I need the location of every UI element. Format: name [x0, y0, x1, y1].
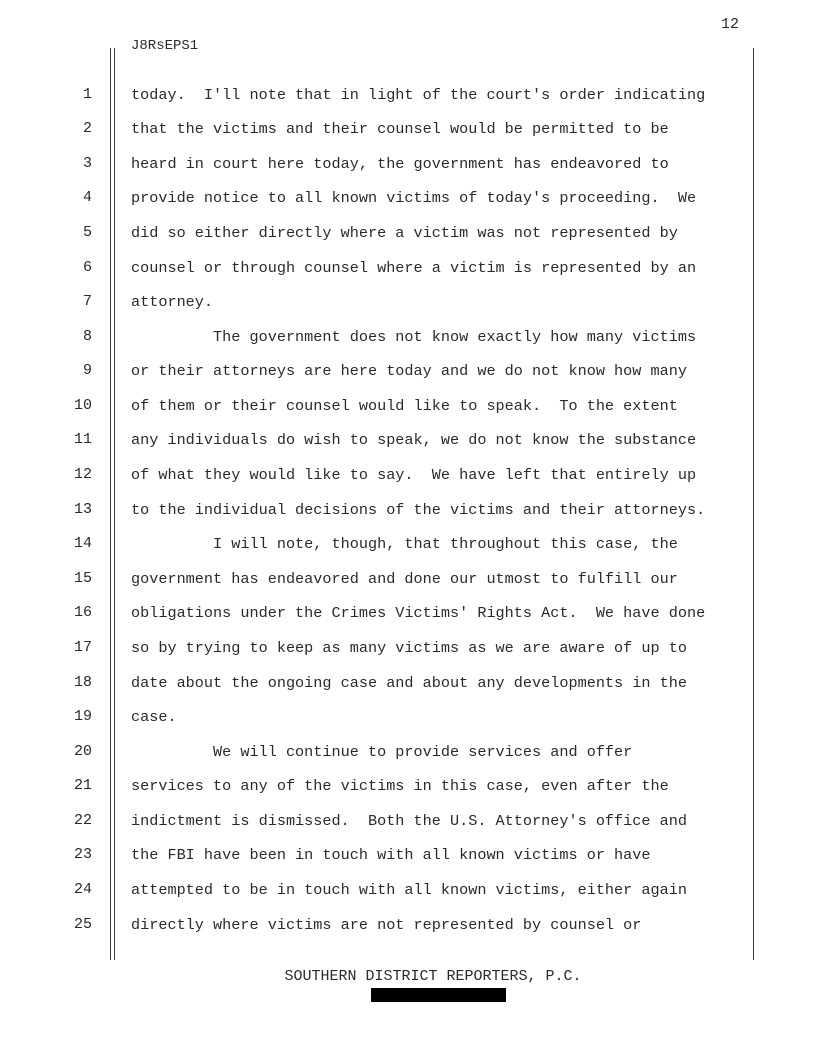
- line-number: 1: [82, 86, 92, 103]
- transcript-line: I will note, though, that throughout this case, the: [131, 535, 678, 553]
- left-margin-rule: [110, 48, 111, 960]
- transcript-line: The government does not know exactly how many victims: [131, 328, 697, 346]
- line-number: 23: [73, 846, 92, 863]
- transcript-line: We will continue to provide services and offer: [131, 743, 633, 761]
- transcript-line: or their attorneys are here today and we do not know how many: [131, 362, 687, 380]
- transcript-line: indictment is dismissed. Both the U.S. Attorney's office and: [131, 812, 687, 830]
- line-number: 16: [73, 604, 92, 621]
- line-number: 10: [73, 397, 92, 414]
- line-number: 13: [73, 501, 92, 518]
- line-number: 15: [73, 570, 92, 587]
- line-number: 2: [82, 120, 92, 137]
- transcript-line: did so either directly where a victim was not represented by: [131, 224, 678, 242]
- page-number: 12: [720, 16, 739, 33]
- line-number: 21: [73, 777, 92, 794]
- left-margin-rule-inner: [114, 48, 115, 960]
- transcript-line: services to any of the victims in this case, even after the: [131, 777, 669, 795]
- redaction-bar: [371, 988, 506, 1002]
- transcript-line: case.: [131, 708, 177, 726]
- transcript-line: government has endeavored and done our utmost to fulfill our: [131, 570, 678, 588]
- transcript-line: attorney.: [131, 293, 214, 311]
- transcript-line: obligations under the Crimes Victims' Rights Act. We have done: [131, 604, 706, 622]
- line-number: 14: [73, 535, 92, 552]
- line-number: 11: [73, 431, 92, 448]
- header-code: J8RsEPS1: [131, 38, 199, 54]
- line-number: 18: [73, 674, 92, 691]
- transcript-line: that the victims and their counsel would be permitted to be: [131, 120, 669, 138]
- transcript-line: date about the ongoing case and about any developments in the: [131, 674, 687, 692]
- line-number: 20: [73, 743, 92, 760]
- transcript-line: heard in court here today, the government has endeavored to: [131, 155, 669, 173]
- transcript-line: any individuals do wish to speak, we do not know the substance: [131, 431, 697, 449]
- line-number: 17: [73, 639, 92, 656]
- transcript-line: directly where victims are not represented by counsel or: [131, 916, 642, 934]
- right-margin-rule: [753, 48, 754, 960]
- line-number: 22: [73, 812, 92, 829]
- line-number: 6: [82, 259, 92, 276]
- transcript-line: attempted to be in touch with all known victims, either again: [131, 881, 687, 899]
- transcript-line: today. I'll note that in light of the court's order indicating: [131, 86, 706, 104]
- court-reporter-footer: SOUTHERN DISTRICT REPORTERS, P.C.: [284, 968, 582, 985]
- transcript-line: counsel or through counsel where a victim is represented by an: [131, 259, 697, 277]
- transcript-line: of them or their counsel would like to speak. To the extent: [131, 397, 678, 415]
- line-number: 12: [73, 466, 92, 483]
- transcript-line: provide notice to all known victims of today's proceeding. We: [131, 189, 697, 207]
- line-number: 9: [82, 362, 92, 379]
- transcript-line: the FBI have been in touch with all known victims or have: [131, 846, 651, 864]
- line-number: 19: [73, 708, 92, 725]
- transcript-line: of what they would like to say. We have left that entirely up: [131, 466, 697, 484]
- line-number: 4: [82, 189, 92, 206]
- transcript-line: to the individual decisions of the victims and their attorneys.: [131, 501, 706, 519]
- line-number: 7: [82, 293, 92, 310]
- line-number: 25: [73, 916, 92, 933]
- line-number: 5: [82, 224, 92, 241]
- line-number: 3: [82, 155, 92, 172]
- transcript-line: so by trying to keep as many victims as we are aware of up to: [131, 639, 687, 657]
- line-number: 8: [82, 328, 92, 345]
- line-number: 24: [73, 881, 92, 898]
